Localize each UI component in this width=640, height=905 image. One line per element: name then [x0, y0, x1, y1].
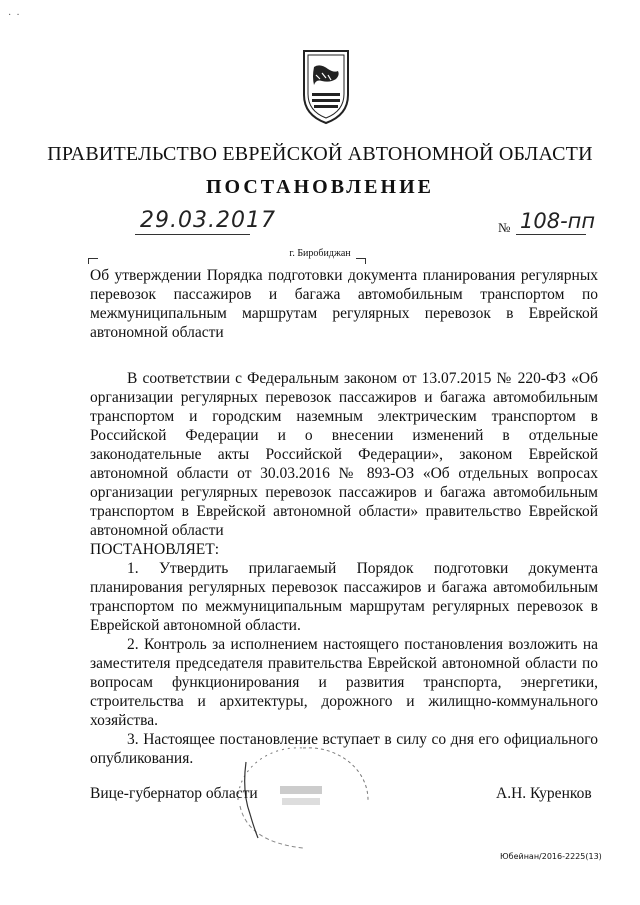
item-paragraph-1: 1. Утвердить прилагаемый Порядок подготовки документа планирования регулярных перевозок пассажиров и багажа автомобильным транспортом по межмуниципальным маршрутам регулярных перевозок в Еврейской автономной области.	[90, 560, 598, 634]
coat-of-arms-emblem	[300, 45, 352, 125]
number-label: №	[498, 220, 511, 235]
number-underline	[516, 234, 586, 235]
government-title: ПРАВИТЕЛЬСТВО ЕВРЕЙСКОЙ АВТОНОМНОЙ ОБЛАСТИ	[47, 143, 593, 165]
decree-number: 108-пп	[520, 209, 596, 233]
signatory-name: А.Н. Куренков	[496, 785, 592, 802]
document-type-title: ПОСТАНОВЛЕНИЕ	[206, 176, 434, 198]
resolves-heading: ПОСТАНОВЛЯЕТ:	[90, 541, 220, 558]
preamble-paragraph: В соответствии с Федеральным законом от 13.07.2015 № 220-ФЗ «Об организации регулярных перевозок пассажиров и багажа автомобильным транспортом и городским наземным электрическим транспортом в Российской Федерации и о внесении изменений в отдельные законодательные акты Российской Федерации», законом Еврейской автономной области от 30.03.2016 № 893-ОЗ «Об отдельных вопросах организации регулярных перевозок пассажиров и багажа автомобильным транспортом в Еврейской автономной области» правительство Еврейской автономной области	[90, 370, 598, 539]
decree-body	[90, 369, 598, 768]
city-label: г. Биробиджан	[289, 248, 351, 259]
document-code: Юбейнан/2016-2225(13)	[500, 852, 602, 861]
decree-subject: Об утверждении Порядка подготовки документа планирования регулярных перевозок пассажиров и багажа автомобильным транспортом по межмуниципальным маршрутам регулярных перевозок в Еврейской автономной области	[90, 267, 598, 341]
subject-bracket-right	[356, 258, 366, 264]
signatory-position: Вице-губернатор области	[90, 785, 258, 802]
item-paragraph-2: 2. Контроль за исполнением настоящего постановления возложить на заместителя председателя правительства Еврейской автономной области по вопросам функционирования и развития транспорта, энергетики, строительства и архитектуры, дорожного и жилищно-коммунального хозяйства.	[90, 636, 598, 729]
item-paragraph-3: 3. Настоящее постановление вступает в силу со дня его официального опубликования.	[90, 731, 598, 767]
subject-bracket-left	[88, 258, 98, 264]
date-underline	[135, 234, 250, 235]
decree-date: 29.03.2017	[140, 208, 276, 233]
scan-marks: · ·	[8, 10, 20, 21]
